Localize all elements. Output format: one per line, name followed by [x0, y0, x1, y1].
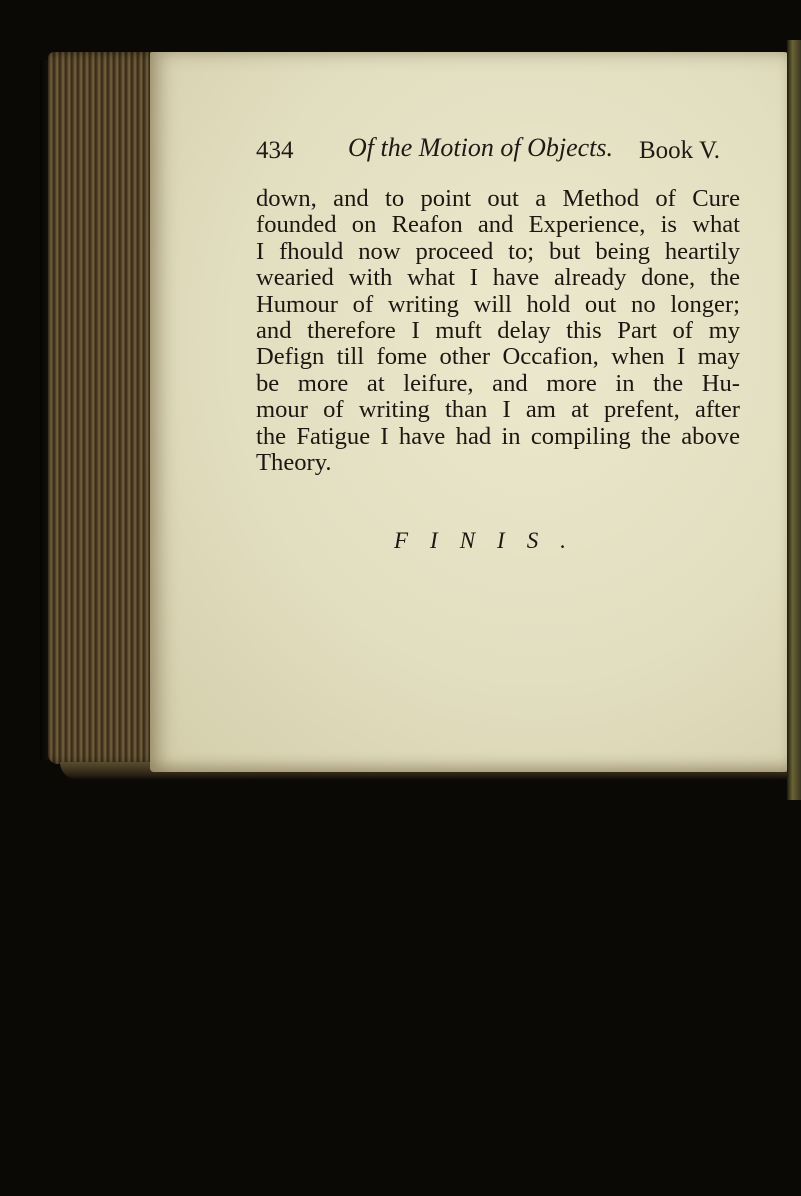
text-line: down, and to point out a Method of Cure [256, 185, 740, 212]
body-text [256, 186, 740, 476]
text-line: and therefore I muft delay this Part of my [256, 316, 740, 344]
text-line: mour of writing than I am at prefent, after [256, 396, 740, 424]
chapter-headline: Of the Motion of Objects. [348, 133, 614, 162]
text-line: Defign till fome other Occafion, when I may [256, 343, 740, 371]
running-head [256, 133, 726, 173]
text-line: I fhould now proceed to; but being heartily [256, 237, 740, 265]
text-line: Theory. [256, 448, 332, 476]
book-label: Book V. [639, 137, 721, 164]
finis-colophon: FINIS. [394, 528, 588, 553]
text-line: the Fatigue I have had in compiling the above [256, 422, 740, 450]
page-number: 434 [256, 137, 294, 164]
text-line: wearied with what I have already done, the [256, 264, 740, 292]
next-page-strip [787, 40, 801, 800]
text-line: founded on Reafon and Experience, is what [256, 211, 740, 239]
page-edge-stack [48, 52, 158, 764]
text-line: Humour of writing will hold out no longer; [256, 290, 740, 318]
text-line: be more at leifure, and more in the Hu- [256, 369, 740, 397]
